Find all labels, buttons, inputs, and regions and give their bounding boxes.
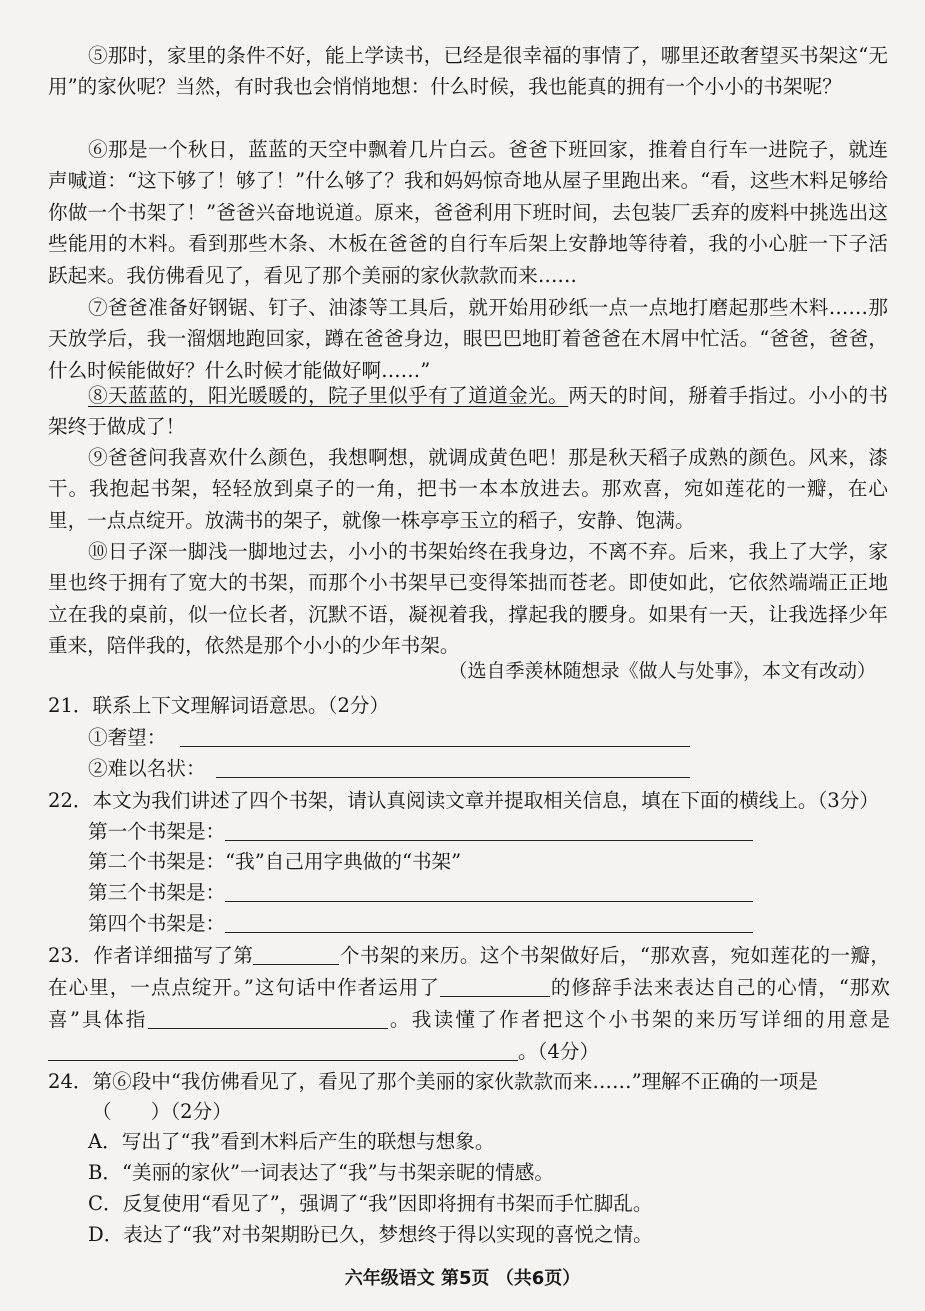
q22-shelf3: 第三个书架是： <box>88 877 753 908</box>
q23-blank-2[interactable] <box>440 976 550 997</box>
q23-blank-3[interactable] <box>148 1008 388 1029</box>
paragraph-9: ⑨爸爸问我喜欢什么颜色，我想啊想，就调成黄色吧！那是秋天稻子成熟的颜色。风来，漆干。我抱起书架，轻轻放到桌子的一角，把书一本本放进去。那欢喜，宛如莲花的一瓣，在心里，一点点绽开。放满书的架子，就像一株亭亭玉立的稻子，安静、饱满。 <box>48 446 888 532</box>
q22-stem: 22．本文为我们讲述了四个书架，请认真阅读文章并提取相关信息，填在下面的横线上。（3分） <box>48 789 879 812</box>
q21-answer-line-1[interactable] <box>180 726 690 747</box>
q21-answer-line-2[interactable] <box>216 757 690 778</box>
paragraph-10: ⑩日子深一脚浅一脚地过去，小小的书架始终在我身边，不离不弃。后来，我上了大学，家里也终于拥有了宽大的书架，而那个小书架早已变得笨拙而苍老。即使如此，它依然端端正正地立在我的桌前，似一位长者，沉默不语，凝视着我，撑起我的腰身。如果有一天，让我选择少年重来，陪伴我的，依然是那个小小的少年书架。 <box>48 540 888 658</box>
q24-option-b: B．“美丽的家伙”一词表达了“我”与书架亲昵的情感。 <box>88 1161 554 1184</box>
paragraph-5: ⑤那时，家里的条件不好，能上学读书，已经是很幸福的事情了，哪里还敢奢望买书架这“无用”的家伙呢？当然，有时我也会悄悄地想：什么时候，我也能真的拥有一个小小的书架呢？ <box>48 44 889 99</box>
page-footer: 六年级语文 第5页 （共6页） <box>344 1268 581 1289</box>
underlined-sentence: ⑧天蓝蓝的，阳光暖暖的，院子里似乎有了道道金光。 <box>88 384 569 407</box>
q22-answer-line-3[interactable] <box>225 881 753 902</box>
paragraph-8-rest: 两天的时间，掰着手指过。小小的书架终于做成了！ <box>48 384 888 439</box>
paragraph-8 <box>48 380 888 443</box>
q24-option-d: D．表达了“我”对书架期盼已久，梦想终于得以实现的喜悦之情。 <box>88 1223 653 1246</box>
paragraph-7: ⑦爸爸准备好钢锯、钉子、油漆等工具后，就开始用砂纸一点一点地打磨起那些木料……那天放学后，我一溜烟地跑回家，蹲在爸爸身边，眼巴巴地盯着爸爸在木屑中忙活。“爸爸，爸爸，什么时候能做好？什么时候才能做好啊……” <box>48 296 888 382</box>
q22-shelf1: 第一个书架是： <box>88 816 753 847</box>
q24-option-c: C．反复使用“看见了”，强调了“我”因即将拥有书架而手忙脚乱。 <box>88 1192 653 1215</box>
q23-blank-4[interactable] <box>48 1040 518 1061</box>
q24-stem: 24．第⑥段中“我仿佛看见了，看见了那个美丽的家伙款款而来……”理解不正确的一项是 <box>48 1070 818 1093</box>
q23: 23．作者详细描写了第 个书架的来历。这个书架做好后，“那欢喜，宛如莲花的一瓣，在心里，一点点绽开。”这句话中作者运用了 的修辞手法来表达自己的心情，“那欢喜”具体指 。我读懂了作者把这个小书架的来历写详细的用意是。（4分） <box>48 944 890 1063</box>
q22-shelf4: 第四个书架是： <box>88 908 753 939</box>
source-note: （选自季羡林随想录《做人与处事》，本文有改动） <box>448 660 876 682</box>
paragraph-6: ⑥那是一个秋日，蓝蓝的天空中飘着几片白云。爸爸下班回家，推着自行车一进院子，就连声喊道：“这下够了！够了！”什么够了？我和妈妈惊奇地从屋子里跑出来。“看，这些木料足够给你做一个书架了！”爸爸兴奋地说道。原来，爸爸利用下班时间，去包装厂丢弃的废料中挑选出这些能用的木料。看到那些木条、木板在爸爸的自行车后架上安静地等待着，我的小心脏一下子活跃起来。我仿佛看见了，看见了那个美丽的家伙款款而来…… <box>48 138 888 287</box>
q22-answer-line-4[interactable] <box>225 912 753 933</box>
q24-answer-bracket[interactable]: （ ）（2分） <box>92 1100 232 1123</box>
q22-shelf2: 第二个书架是：“我”自己用字典做的“书架” <box>88 850 462 873</box>
q24-option-a: A．写出了“我”看到木料后产生的联想与想象。 <box>88 1130 495 1153</box>
q21-stem: 21．联系上下文理解词语意思。（2分） <box>48 694 390 717</box>
q21-item2: ②难以名状： <box>88 753 690 784</box>
q23-blank-1[interactable] <box>253 944 339 965</box>
q22-answer-line-1[interactable] <box>225 820 753 841</box>
q21-item1: ①奢望： <box>88 722 690 753</box>
